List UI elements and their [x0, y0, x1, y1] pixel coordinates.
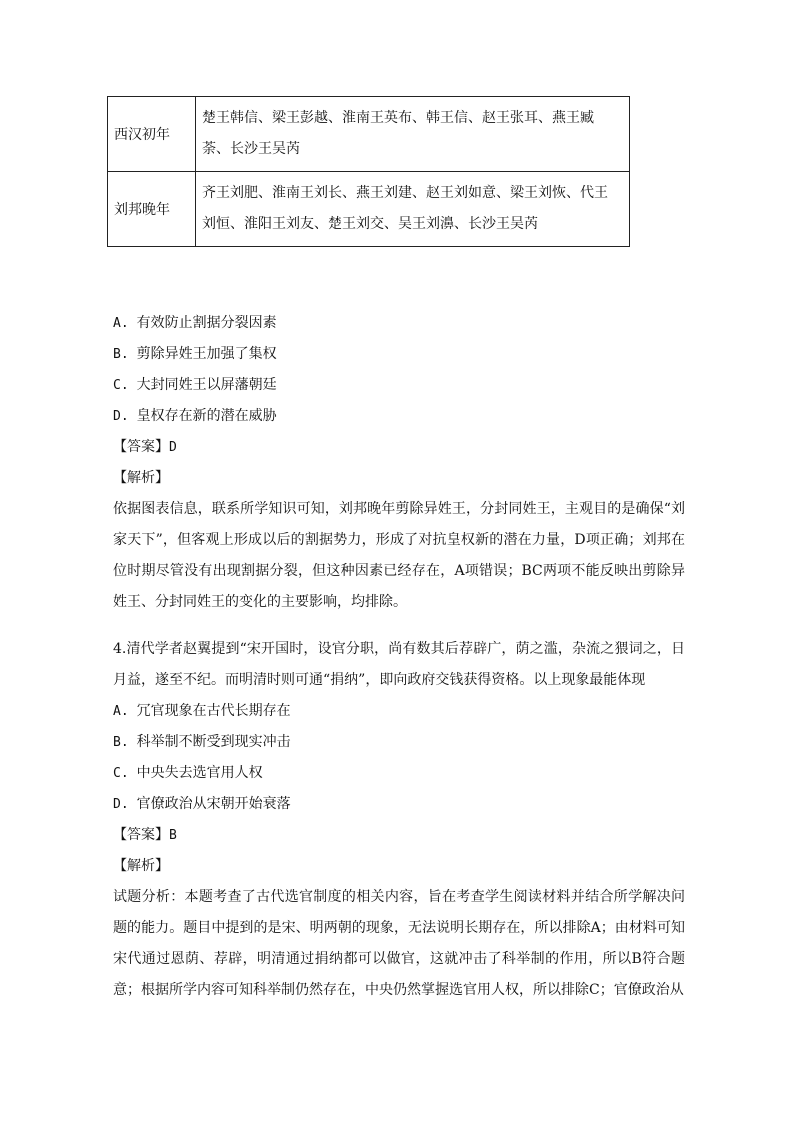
option-letter: A.: [113, 316, 129, 331]
option-text: 中央失去选官用人权: [136, 765, 263, 781]
option-text: 大封同姓王以屏藩朝廷: [136, 377, 277, 393]
answer-label: 【答案】: [113, 827, 169, 843]
analysis-label: 【解析】: [113, 470, 169, 486]
option-text: 官僚政治从宋朝开始衰落: [136, 796, 291, 812]
kings-cell: 齐王刘肥、淮南王刘长、燕王刘建、赵王刘如意、梁王刘恢、代王刘恒、淮阳王刘友、楚王刘交、吴王刘濞、长沙王吴芮: [196, 172, 630, 247]
option-letter: A.: [113, 704, 129, 719]
option-d: [113, 789, 685, 820]
option-letter: B.: [113, 347, 129, 362]
option-c: [113, 758, 685, 789]
option-a: [113, 696, 685, 727]
period-cell: 西汉初年: [108, 97, 196, 172]
option-letter: C.: [113, 378, 129, 393]
document-body: [113, 308, 685, 1006]
option-c: [113, 370, 685, 401]
answer-line: [113, 820, 685, 851]
option-text: 皇权存在新的潜在威胁: [136, 408, 277, 424]
option-text: 科举制不断受到现实冲击: [136, 734, 291, 750]
option-letter: D.: [113, 409, 129, 424]
option-letter: B.: [113, 735, 129, 750]
option-a: [113, 308, 685, 339]
period-cell: 刘邦晚年: [108, 172, 196, 247]
option-letter: D.: [113, 797, 129, 812]
option-letter: C.: [113, 766, 129, 781]
section-gap: [113, 618, 685, 634]
analysis-label: 【解析】: [113, 858, 169, 874]
option-b: [113, 727, 685, 758]
option-text: 剪除异姓王加强了集权: [136, 346, 277, 362]
table-row: [108, 172, 630, 247]
question-4-options: [113, 696, 685, 820]
option-d: [113, 401, 685, 432]
option-text: 冗官现象在古代长期存在: [136, 703, 291, 719]
answer-value: B: [169, 828, 177, 843]
answer-value: D: [169, 440, 177, 455]
option-b: [113, 339, 685, 370]
kings-table: [107, 96, 630, 247]
analysis-text: 依据图表信息，联系所学知识可知，刘邦晚年剪除异姓王，分封同姓王，主观目的是确保“刘家天下”，但客观上形成以后的割据势力，形成了对抗皇权新的潜在力量，D项正确；刘邦在位时期尽管没有出现割据分裂，但这种因素已经存在，A项错误；BC两项不能反映出剪除异姓王、分封同姓王的变化的主要影响，均排除。: [113, 501, 685, 610]
question-4-stem: 4.清代学者赵翼提到“宋开国时，设官分职，尚有数其后荐辟广，荫之滥，杂流之猥词之，日月益，遂至不纪。而明清时则可通“捐纳”，即向政府交钱获得资格。以上现象最能体现: [113, 641, 685, 688]
table-row: [108, 97, 630, 172]
answer-label: 【答案】: [113, 439, 169, 455]
kings-cell: 楚王韩信、梁王彭越、淮南王英布、韩王信、赵王张耳、燕王臧荼、长沙王吴芮: [196, 97, 630, 172]
answer-line: [113, 432, 685, 463]
analysis-text: 试题分析：本题考查了古代选官制度的相关内容，旨在考查学生阅读材料并结合所学解决问题的能力。题目中提到的是宋、明两朝的现象，无法说明长期存在，所以排除A；由材料可知宋代通过恩荫、荐辟，明清通过捐纳都可以做官，这就冲击了科举制的作用，所以B符合题意；根据所学内容可知科举制仍然存在，中央仍然掌握选官用人权，所以排除C；官僚政治从: [113, 889, 685, 998]
option-text: 有效防止割据分裂因素: [136, 315, 277, 331]
question-3-options: [113, 308, 685, 432]
